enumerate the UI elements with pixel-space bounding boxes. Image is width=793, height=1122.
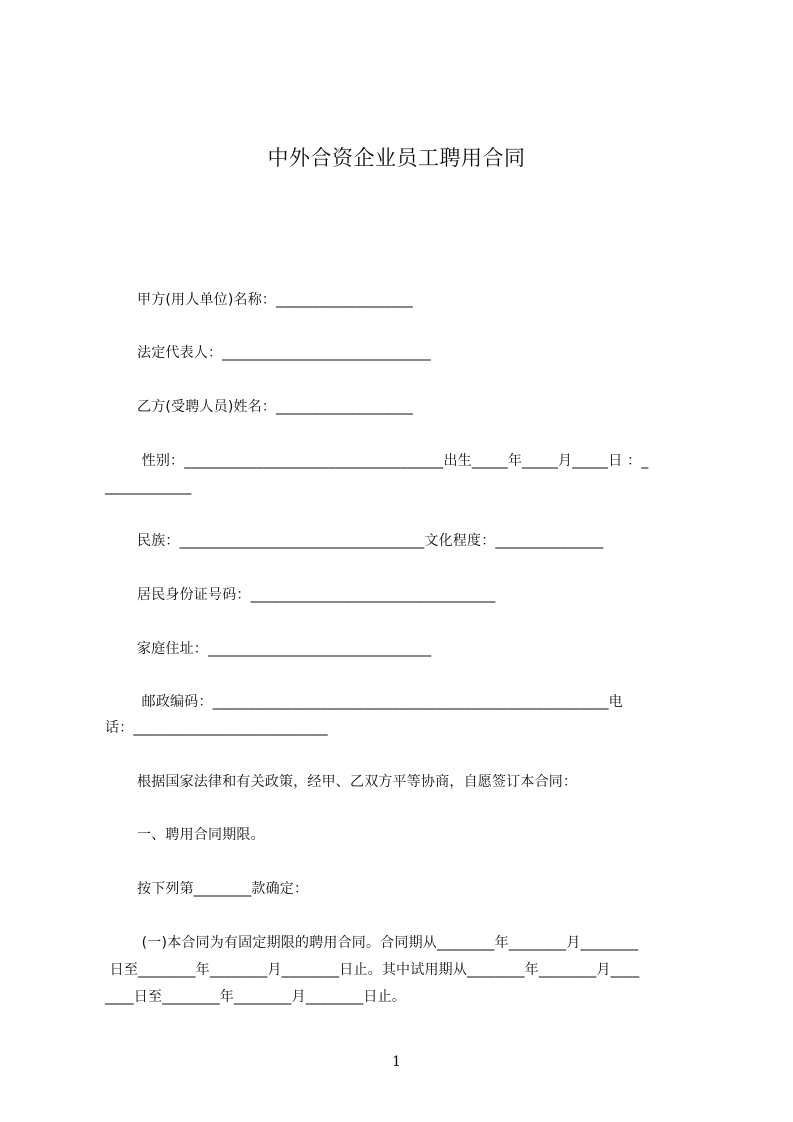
fixed-term-clause-line-2: 日至________年________月________日止。其中试用期从________年________月____ xyxy=(105,962,640,978)
gender-birth-field: 性别：____________________________________出生_____年_____月_____日 ：_ xyxy=(137,453,649,469)
page-number: 1 xyxy=(392,1054,401,1070)
clause-selection-line: 按下列第________款确定： xyxy=(137,881,309,897)
party-a-name-field: 甲方(用人单位)名称：___________________ xyxy=(137,292,413,308)
home-address-field: 家庭住址：_______________________________ xyxy=(137,641,432,657)
gender-birth-field-continued: ____________ xyxy=(105,479,192,495)
fixed-term-clause-line-1: (一)本合同为有固定期限的聘用合同。合同期从________年________月________ xyxy=(137,935,639,951)
page-title: 中外合资企业员工聘用合同 xyxy=(267,146,526,170)
fixed-term-clause-line-3: ____日至________年________月________日止。 xyxy=(105,989,406,1005)
ethnicity-education-field: 民族：__________________________________文化程度：_______________ xyxy=(137,533,604,549)
phone-field-continued: 话：___________________________ xyxy=(105,720,328,736)
postal-code-phone-field: 邮政编码：_______________________________________________________电 xyxy=(137,694,623,710)
party-b-name-field: 乙方(受聘人员)姓名：___________________ xyxy=(137,399,413,415)
preamble-paragraph: 根据国家法律和有关政策，经甲、乙双方平等协商，自愿签订本合同： xyxy=(137,774,578,790)
section-heading-contract-term: 一、聘用合同期限。 xyxy=(137,827,265,843)
legal-representative-field: 法定代表人：_____________________________ xyxy=(137,345,431,361)
id-number-field: 居民身份证号码：__________________________________ xyxy=(137,587,496,603)
